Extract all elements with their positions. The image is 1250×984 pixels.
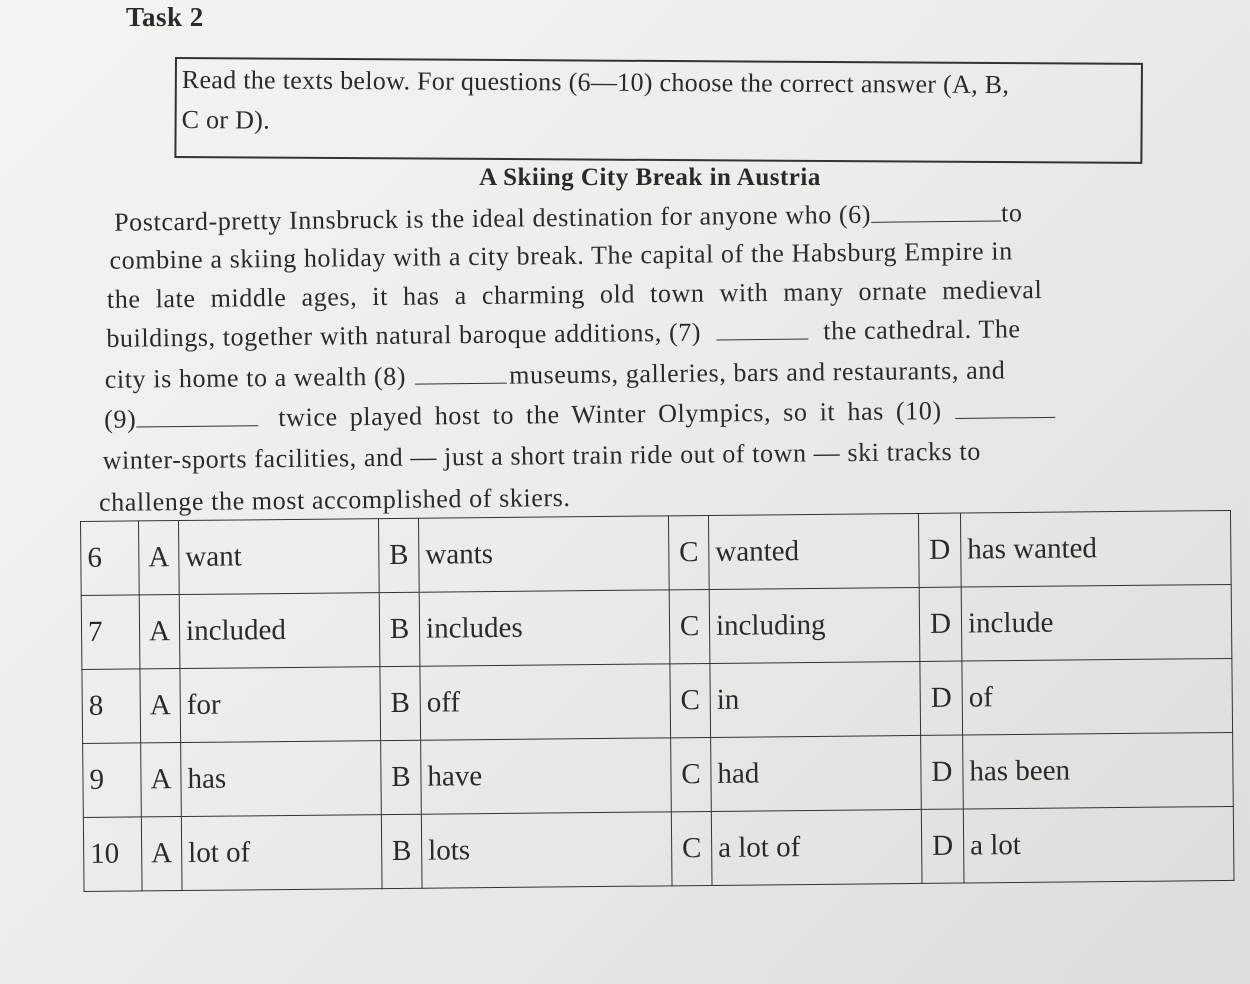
- passage-line-8: challenge the most accomplished of skiers.: [98, 482, 571, 517]
- option-text[interactable]: for: [180, 667, 381, 743]
- passage-text: twice played host to the Winter Olympics, so it has (10): [278, 396, 942, 433]
- option-letter: A: [140, 669, 181, 743]
- option-text[interactable]: a lot of: [711, 809, 922, 885]
- option-text[interactable]: including: [709, 587, 920, 663]
- answer-gap-9: [136, 421, 258, 427]
- option-text[interactable]: have: [421, 738, 672, 814]
- question-row: [82, 658, 1233, 743]
- passage-text: (9): [104, 404, 137, 434]
- option-letter: D: [919, 587, 962, 661]
- option-letter: A: [139, 521, 180, 595]
- passage-text: the cathedral. The: [823, 314, 1021, 346]
- option-letter: D: [921, 809, 964, 883]
- question-number: 7: [81, 595, 140, 670]
- option-text[interactable]: has wanted: [960, 510, 1231, 587]
- option-text[interactable]: off: [420, 664, 671, 740]
- option-text[interactable]: wants: [418, 516, 669, 592]
- option-text[interactable]: has: [181, 741, 382, 817]
- option-letter: D: [920, 661, 963, 735]
- option-text[interactable]: include: [961, 584, 1232, 661]
- instruction-line-1: Read the texts below. For questions (6—10) choose the correct answer (A, B,: [181, 65, 1010, 100]
- instruction-line-2: C or D).: [181, 105, 271, 135]
- option-letter: D: [918, 513, 961, 587]
- question-row: [81, 584, 1232, 669]
- passage-text: museums, galleries, bars and restaurants, and: [509, 355, 1006, 390]
- option-letter: C: [669, 589, 710, 663]
- passage-line-4: [106, 314, 1021, 354]
- option-letter: C: [668, 515, 709, 589]
- option-text[interactable]: had: [711, 735, 922, 811]
- question-number: 8: [82, 669, 141, 744]
- option-text[interactable]: has been: [963, 732, 1234, 809]
- question-number: 10: [83, 817, 142, 892]
- question-number: 9: [83, 743, 142, 818]
- answer-gap-8: [415, 379, 507, 385]
- task-title: Task 2: [126, 2, 204, 32]
- option-text[interactable]: in: [710, 661, 921, 737]
- passage-line-6: [104, 395, 1056, 435]
- answer-gap-6: [871, 216, 1001, 222]
- option-letter: B: [378, 518, 419, 592]
- option-text[interactable]: of: [962, 658, 1233, 735]
- option-letter: D: [921, 735, 964, 809]
- option-text[interactable]: wanted: [708, 513, 919, 589]
- question-row: [81, 510, 1232, 595]
- article-title: A Skiing City Break in Austria: [479, 164, 821, 191]
- passage-line-5: [105, 355, 1006, 394]
- passage-text: to: [1000, 198, 1023, 228]
- instruction-box: [174, 57, 1143, 164]
- answer-options-table: [80, 510, 1235, 892]
- option-text[interactable]: lots: [421, 812, 672, 888]
- option-letter: C: [670, 663, 711, 737]
- option-letter: A: [141, 817, 182, 891]
- answer-gap-7: [716, 334, 808, 340]
- answer-gap-10: [956, 413, 1056, 419]
- question-row: [83, 732, 1234, 817]
- option-letter: B: [379, 592, 420, 666]
- passage-text: Postcard-pretty Innsbruck is the ideal destination for anyone who (6): [113, 199, 872, 237]
- passage-line-1: [114, 198, 1023, 238]
- passage: [90, 196, 1190, 517]
- option-letter: B: [380, 666, 421, 740]
- option-letter: B: [381, 814, 422, 888]
- option-text[interactable]: lot of: [181, 815, 382, 891]
- option-text[interactable]: want: [179, 519, 380, 595]
- passage-text: city is home to a wealth (8): [104, 361, 407, 394]
- instruction-text: [181, 60, 1136, 146]
- option-letter: C: [671, 737, 712, 811]
- question-row: [83, 806, 1234, 891]
- option-text[interactable]: a lot: [963, 806, 1234, 883]
- passage-line-3: the late middle ages, it has a charming old town with many ornate medieval: [106, 275, 1043, 314]
- passage-line-7: winter-sports facilities, and — just a short train ride out of town — ski tracks to: [102, 436, 981, 475]
- option-letter: A: [139, 595, 180, 669]
- option-text[interactable]: included: [179, 593, 380, 669]
- passage-line-2: combine a skiing holiday with a city break. The capital of the Habsburg Empire in: [109, 236, 1013, 275]
- option-text[interactable]: includes: [419, 590, 670, 666]
- option-letter: B: [381, 740, 422, 814]
- option-letter: C: [671, 811, 712, 885]
- option-letter: A: [141, 743, 182, 817]
- question-number: 6: [81, 521, 140, 596]
- passage-text: buildings, together with natural baroque additions, (7): [106, 317, 702, 353]
